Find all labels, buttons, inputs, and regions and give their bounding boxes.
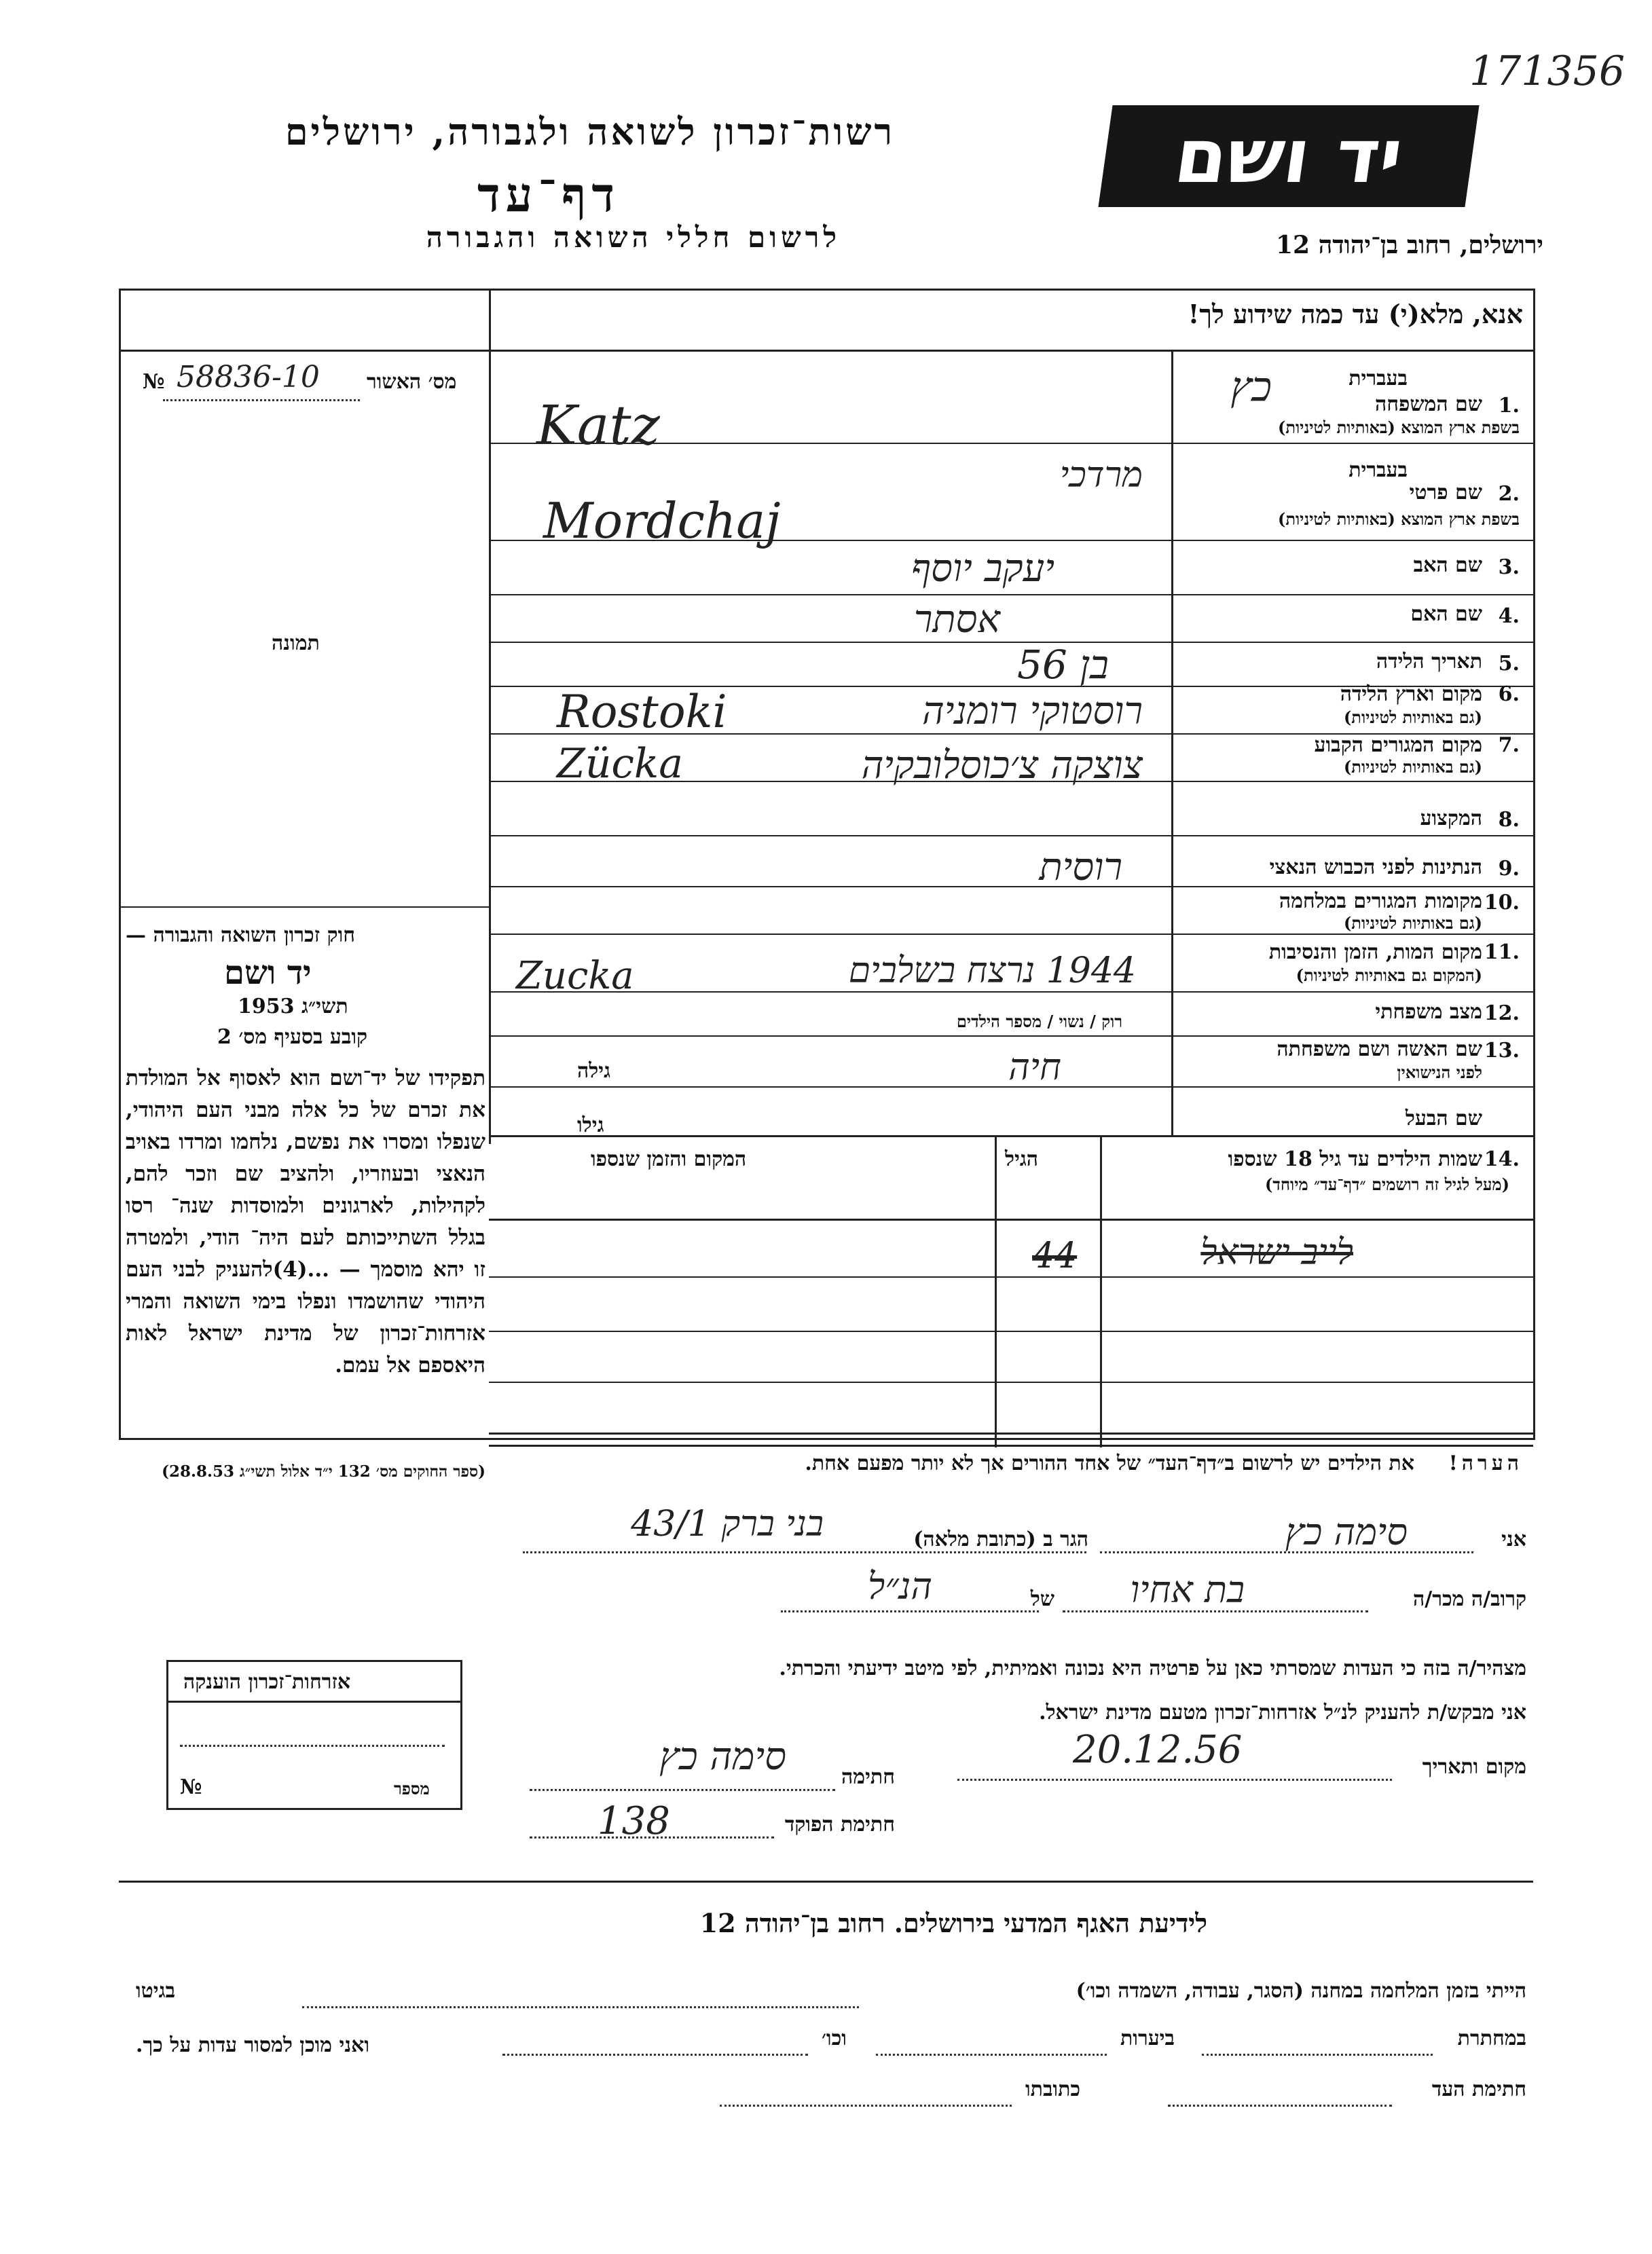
footer-line2-a: במחתרת bbox=[1457, 2027, 1526, 2050]
decl-place-date-dots bbox=[957, 1779, 1392, 1781]
row-line bbox=[489, 1035, 1533, 1037]
child-age[interactable]: 44 bbox=[1032, 1236, 1078, 1276]
field-1-num: 1. bbox=[1498, 394, 1520, 418]
field-9-label: הנתינות לפני הכבוש הנאצי bbox=[1269, 855, 1482, 879]
authority-name: רשות־זכרון לשואה ולגבורה, ירושלים bbox=[284, 110, 895, 153]
field-1-label: שם המשפחה bbox=[1374, 392, 1482, 416]
row-line bbox=[489, 594, 1533, 595]
footer-line2-b: ביערות bbox=[1120, 2027, 1175, 2050]
footer-line3-a: חתימת העד bbox=[1431, 2077, 1526, 2101]
photo-label: תמונה bbox=[272, 631, 320, 655]
approval-prefix: № bbox=[143, 370, 165, 394]
row-line bbox=[489, 835, 1533, 836]
field-2-value-latin[interactable]: Mordchaj bbox=[543, 492, 781, 549]
logo-text: יד ושם bbox=[1169, 113, 1408, 200]
law-source: (ספר החוקים מס׳ 132 י״ד אלול תשי״ג 28.8.53) bbox=[162, 1462, 485, 1481]
field-6-value-latin[interactable]: Rostoki bbox=[557, 686, 727, 738]
husband-age-label: גילו bbox=[577, 1113, 604, 1137]
field-9-value[interactable]: רוסית bbox=[1039, 845, 1122, 889]
decl-place-date-label: מקום ותאריך bbox=[1422, 1755, 1526, 1779]
law-body: תפקידו של יד־ושם הוא לאסוף אל המולדת את זכרם של כל אלה מבני העם היהודי, שנפלו ומסרו את נפשם, נלחמו ומרדו באויב הנאצי ובעוזריו, ולהציב שם וזכר להם, לקהילות, לארגונים ולמוסדות שנה־ רסו בגלל השתייכותם לעם היה־ הודי, ולמטרה זו יהא מוסמך — ...(4)להעניק לבני העם היהודי שהושמדו ונפלו בימי השואה והמרי אזרחות־זכרון של מדינת ישראל לאות היאספם אל עמם. bbox=[126, 1066, 486, 1378]
field-7-value-latin[interactable]: Zücka bbox=[557, 740, 684, 788]
field-7-num: 7. bbox=[1498, 733, 1520, 757]
husband-label: שם הבעל bbox=[1405, 1107, 1482, 1130]
decl-signature-dots bbox=[530, 1789, 835, 1791]
row-line bbox=[489, 991, 1533, 993]
law-heading: חוק זכרון השואה והגבורה — bbox=[126, 923, 355, 947]
footer-line2-dots-a bbox=[1202, 2054, 1433, 2056]
footer-line3-dots-b bbox=[720, 2105, 1012, 2107]
field-6-value-he[interactable]: רוסטוקי רומניה bbox=[921, 689, 1143, 733]
field-2-hebrew-tag: בעברית bbox=[1348, 458, 1408, 482]
field-1-hebrew-tag: בעברית bbox=[1348, 367, 1408, 390]
children-sub: (מעל לגיל זה רושמים ״דף־עד״ מיוחד) bbox=[1264, 1175, 1509, 1194]
decl-i-value[interactable]: סימה כץ bbox=[1285, 1511, 1408, 1553]
decl-resides-dots bbox=[523, 1551, 1086, 1553]
children-col-2 bbox=[1100, 1135, 1102, 1447]
note-line bbox=[489, 1445, 1533, 1447]
field-6-sub: (גם באותיות לטיניות) bbox=[1343, 707, 1482, 727]
field-4-label: שם האם bbox=[1410, 602, 1482, 626]
field-7-value-he[interactable]: צוצקה צ׳כוסלובקיה bbox=[861, 743, 1143, 788]
decl-resides-value[interactable]: בני ברק 43/1 bbox=[631, 1504, 824, 1545]
field-1-value-he[interactable]: כץ bbox=[1230, 363, 1272, 411]
field-13-value[interactable]: חיה bbox=[1008, 1046, 1061, 1088]
field-13-label: שם האשה ושם משפחתה bbox=[1277, 1037, 1482, 1061]
field-2-value-he[interactable]: מרדכי bbox=[1059, 455, 1143, 496]
decl-resides-label: הגר ב (כתובת מלאה) bbox=[913, 1528, 1088, 1551]
citizenship-number-prefix: № bbox=[180, 1775, 202, 1799]
decl-of-value[interactable]: הנ״ל bbox=[868, 1565, 932, 1608]
footer-line3-b: כתובתו bbox=[1025, 2077, 1081, 2101]
field-4-num: 4. bbox=[1498, 604, 1520, 628]
field-13-age-label: גילה bbox=[577, 1059, 611, 1083]
field-10-label: מקומות המגורים במלחמה bbox=[1279, 889, 1482, 913]
footer-line2-c: וכו׳ bbox=[822, 2027, 847, 2050]
field-11-label: מקום המות, הזמן והנסיבות bbox=[1268, 940, 1482, 964]
field-2-label: שם פרטי bbox=[1409, 481, 1482, 504]
law-top-line bbox=[119, 906, 491, 908]
left-column-divider bbox=[489, 289, 491, 1144]
citizenship-number-label: מספר bbox=[394, 1779, 430, 1798]
field-3-label: שם האב bbox=[1413, 553, 1482, 577]
footer-separator bbox=[119, 1881, 1533, 1883]
field-12-label: מצב משפחתי bbox=[1375, 1000, 1482, 1024]
children-row-line bbox=[489, 1331, 1533, 1332]
note-title: הערה! bbox=[1448, 1452, 1523, 1475]
decl-place-date-value[interactable]: 20.12.56 bbox=[1073, 1728, 1243, 1772]
field-11-num: 11. bbox=[1484, 940, 1520, 964]
footer-line2-d: ואני מוכן למסור עדות על כך. bbox=[136, 2033, 370, 2057]
decl-i-label: אני bbox=[1501, 1528, 1526, 1551]
decl-signature-value[interactable]: סימה כץ bbox=[659, 1735, 786, 1779]
footer-line1-b: בגיטו bbox=[136, 1979, 176, 2003]
approval-dots bbox=[163, 399, 360, 401]
field-12-num: 12. bbox=[1484, 1001, 1520, 1025]
law-year: תשי״ג 1953 bbox=[238, 995, 348, 1018]
field-13-sub: לפני הנישואין bbox=[1397, 1063, 1482, 1082]
approval-label: מס׳ האשור bbox=[367, 370, 457, 394]
decl-relative-label: קרוב/ה מכר/ה bbox=[1413, 1587, 1526, 1611]
field-1-value-latin[interactable]: Katz bbox=[536, 394, 660, 457]
children-row-line bbox=[489, 1382, 1533, 1383]
footer-heading: לידיעת האגף המדעי בירושלים. רחוב בן־יהודה 12 bbox=[699, 1908, 1207, 1938]
instruction: אנא, מלא(י) עד כמה שידוע לך! bbox=[1188, 299, 1523, 329]
children-row-line bbox=[489, 1276, 1533, 1278]
field-5-num: 5. bbox=[1498, 652, 1520, 676]
field-4-value[interactable]: אסתר bbox=[913, 597, 1000, 642]
form-title: דף־עד bbox=[477, 166, 620, 223]
logo bbox=[1098, 105, 1479, 207]
form-subtitle: לרשום חללי השואה והגבורה bbox=[426, 221, 841, 254]
decl-relative-value[interactable]: בת אחיו bbox=[1130, 1568, 1245, 1611]
children-col-age: הגיל bbox=[1005, 1147, 1039, 1171]
corner-number: 171356 bbox=[1469, 48, 1625, 95]
citizenship-box-title: אזרחות־זכרון הוענקה bbox=[183, 1670, 351, 1694]
law-org: יד ושם bbox=[224, 954, 312, 992]
instruction-underline bbox=[489, 350, 1533, 352]
footer-line1-a: הייתי בזמן המלחמה במחנה (הסגר, עבודה, השמדה וכו׳) bbox=[1076, 1979, 1526, 2003]
children-num: 14. bbox=[1484, 1147, 1520, 1171]
field-3-num: 3. bbox=[1498, 555, 1520, 579]
header-address: ירושלים, רחוב בן־יהודה 12 bbox=[1275, 231, 1543, 259]
field-11-sub: (המקום גם באותיות לטיניות) bbox=[1296, 965, 1482, 985]
row-line bbox=[489, 642, 1533, 643]
field-5-value[interactable]: בן 56 bbox=[1017, 642, 1109, 688]
field-11-value-latin[interactable]: Zucka bbox=[516, 954, 634, 998]
approval-number: 58836-10 bbox=[177, 360, 320, 394]
decl-officer-value[interactable]: 138 bbox=[598, 1799, 670, 1843]
citizenship-box-dots bbox=[180, 1745, 445, 1747]
field-10-sub: (גם באותיות לטיניות) bbox=[1343, 913, 1482, 933]
row-line bbox=[489, 886, 1533, 887]
field-3-value[interactable]: יעקב יוסף bbox=[911, 547, 1054, 591]
field-6-num: 6. bbox=[1498, 682, 1520, 706]
decl-of-label: של bbox=[1030, 1587, 1054, 1611]
decl-signature-label: חתימה bbox=[841, 1765, 895, 1789]
field-2-num: 2. bbox=[1498, 482, 1520, 506]
field-2-sub: בשפת ארץ המוצא (באותיות לטיניות) bbox=[1278, 509, 1520, 529]
row-line bbox=[489, 934, 1533, 935]
footer-line3-dots-a bbox=[1168, 2105, 1392, 2107]
field-12-sub-note: רוק / נשוי / מספר הילדים bbox=[956, 1012, 1122, 1031]
citizenship-box-title-line bbox=[166, 1701, 462, 1703]
footer-line1-dots bbox=[302, 2006, 859, 2008]
decl-of-dots bbox=[781, 1610, 1039, 1612]
field-10-num: 10. bbox=[1484, 891, 1520, 914]
field-7-label: מקום המגורים הקבוע bbox=[1314, 733, 1482, 757]
field-8-num: 8. bbox=[1498, 808, 1520, 832]
decl-statement: מצהיר/ה בזה כי העדות שמסרתי כאן על פרטיה היא נכונה ואמיתית, לפי מיטב ידיעתי והכרתי. bbox=[779, 1657, 1526, 1680]
footer-line2-dots-b bbox=[876, 2054, 1107, 2056]
field-8-label: המקצוע bbox=[1420, 807, 1482, 830]
field-11-value-he[interactable]: 1944 נרצח בשלבים bbox=[848, 950, 1136, 991]
label-column-divider bbox=[1171, 350, 1173, 1137]
field-9-num: 9. bbox=[1498, 857, 1520, 881]
child-name[interactable]: לייב ישראל bbox=[1200, 1232, 1353, 1273]
children-header-line bbox=[489, 1219, 1533, 1221]
note-text: את הילדים יש לרשום ב״דף־העד״ של אחד ההורים אך לא יותר מפעם אחת. bbox=[805, 1452, 1414, 1475]
children-top-line bbox=[489, 1135, 1533, 1137]
left-column-header-line bbox=[119, 350, 491, 352]
children-label: שמות הילדים עד גיל 18 שנספו bbox=[1228, 1147, 1482, 1171]
decl-officer-label: חתימת הפוקד bbox=[784, 1813, 895, 1836]
children-bottom-line bbox=[489, 1433, 1533, 1435]
field-13-num: 13. bbox=[1484, 1039, 1520, 1063]
children-col-place: המקום והזמן שנספו bbox=[591, 1147, 747, 1171]
law-clause: קובע בסעיף מס׳ 2 bbox=[217, 1025, 368, 1049]
children-col-1 bbox=[995, 1135, 997, 1447]
footer-line2-dots-c bbox=[502, 2054, 808, 2056]
decl-request: אני מבקש/ת להעניק לנ״ל אזרחות־זכרון מטעם מדינת ישראל. bbox=[1039, 1701, 1526, 1724]
field-7-sub: (גם באותיות לטיניות) bbox=[1343, 757, 1482, 777]
field-1-sub: בשפת ארץ המוצא (באותיות לטיניות) bbox=[1278, 418, 1520, 437]
field-5-label: תאריך הלידה bbox=[1376, 650, 1482, 673]
field-6-label: מקום וארץ הלידה bbox=[1340, 682, 1482, 706]
